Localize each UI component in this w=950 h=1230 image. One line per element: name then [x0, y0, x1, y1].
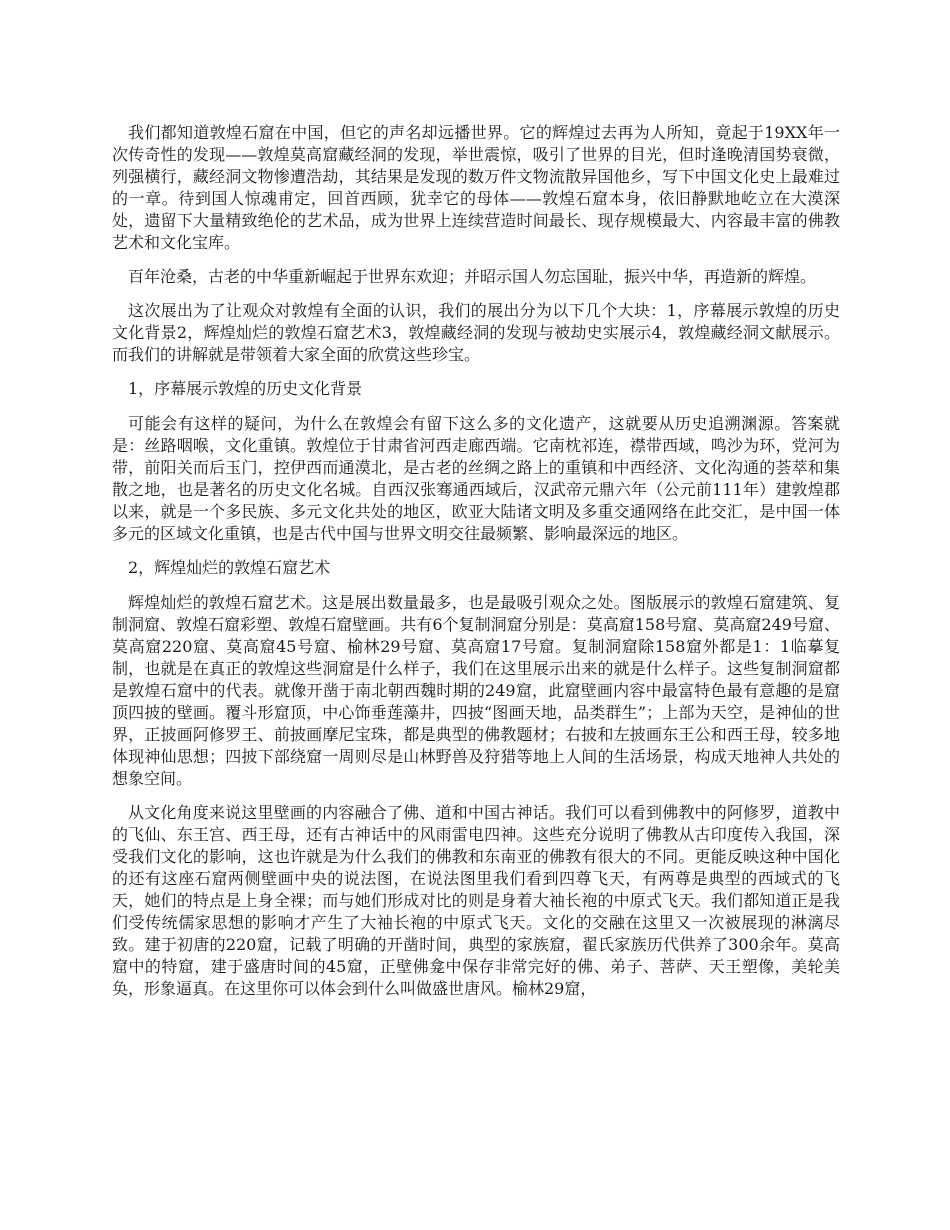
paragraph-intro: 我们都知道敦煌石窟在中国，但它的声名却远播世界。它的辉煌过去再为人所知，竟起于19XX年一次传奇性的发现——敦煌莫高窟藏经洞的发现，举世震惊，吸引了世界的目光，但时逢晚清国势衰微，列强横行，藏经洞文物惨遭浩劫，其结果是发现的数万件文物流散异国他乡，写下中国文化史上最难过的一章。待到国人惊魂甫定，回首西顾，犹幸它的母体——敦煌石窟本身，依旧静默地屹立在大漠深处，遗留下大量精致绝伦的艺术品，成为世界上连续营造时间最长、现存规模最大、内容最丰富的佛教艺术和文化宝库。 — [112, 123, 840, 252]
document-page — [112, 122, 840, 1012]
paragraph-history-background: 可能会有这样的疑问，为什么在敦煌会有留下这么多的文化遗产，这就要从历史追溯渊源。答案就是：丝路咽喉，文化重镇。敦煌位于甘肃省河西走廊西端。它南枕祁连，襟带西域，鸣沙为环，党河为带，前阳关而后玉门，控伊西而通漠北，是古老的丝绸之路上的重镇和中西经济、文化沟通的荟萃和集散之地，也是著名的历史文化名城。自西汉张骞通西域后，汉武帝元鼎六年（公元前111年）建敦煌郡以来，就是一个多民族、多元文化共处的地区，欧亚大陆诸文明及多重交通网络在此交汇，是中国一体多元的区域文化重镇，也是古代中国与世界文明交往最频繁、影响最深远的地区。 — [112, 414, 840, 543]
paragraph-cultural-fusion: 从文化角度来说这里壁画的内容融合了佛、道和中国古神话。我们可以看到佛教中的阿修罗，道教中的飞仙、东王宫、西王母，还有古神话中的风雨雷电四神。这些充分说明了佛教从古印度传入我国，深受我们文化的影响，这也许就是为什么我们的佛教和东南亚的佛教有很大的不同。更能反映这种中国化的还有这座石窟两侧壁画中央的说法图，在说法图里我们看到四尊飞天，有两尊是典型的西域式的飞天，她们的特点是上身全裸；而与她们形成对比的则是身着大袖长袍的中原式飞天。我们都知道正是我们受传统儒家思想的影响才产生了大袖长袍的中原式飞天。文化的交融在这里又一次被展现的淋漓尽致。建于初唐的220窟，记载了明确的开凿时间，典型的家族窟，翟氏家族历代供养了300余年。莫高窟中的特窟，建于盛唐时间的45窟，正壁佛龛中保存非常完好的佛、弟子、菩萨、天王塑像，美轮美奂，形象逼真。在这里你可以体会到什么叫做盛世唐风。榆林29窟， — [112, 803, 840, 998]
section-heading-2: 2，辉煌灿烂的敦煌石窟艺术 — [128, 558, 331, 577]
paragraph-grotto-art: 辉煌灿烂的敦煌石窟艺术。这是展出数量最多，也是最吸引观众之处。图版展示的敦煌石窟建筑、复制洞窟、敦煌石窟彩塑、敦煌石窟壁画。共有6个复制洞窟分别是：莫高窟158号窟、莫高窟249号窟、莫高窟220窟、莫高窟45号窟、榆林29号窟、莫高窟17号窟。复制洞窟除158窟外都是1：1临摹复制，也就是在真正的敦煌这些洞窟是什么样子，我们在这里展示出来的就是什么样子。这些复制洞窟都是敦煌石窟中的代表。就像开凿于南北朝西魏时期的249窟，此窟壁画内容中最富特色最有意趣的是窟顶四披的壁画。覆斗形窟顶，中心饰垂莲藻井，四披“图画天地，品类群生”；上部为天空，是神仙的世界，正披画阿修罗王、前披画摩尼宝珠，都是典型的佛教题材；右披和左披画东王公和西王母，较多地体现神仙思想；四披下部绕窟一周则尽是山林野兽及狩猎等地上人间的生活场景，构成天地神人共处的想象空间。 — [112, 593, 840, 788]
section-heading-1: 1，序幕展示敦煌的历史文化背景 — [128, 379, 363, 398]
paragraph-revival: 百年沧桑，古老的中华重新崛起于世界东欢迎；并昭示国人勿忘国耻，振兴中华，再造新的辉煌。 — [128, 267, 817, 286]
paragraph-exhibition-overview: 这次展出为了让观众对敦煌有全面的认识，我们的展出分为以下几个大块：1，序幕展示敦煌的历史文化背景2，辉煌灿烂的敦煌石窟艺术3，敦煌藏经洞的发现与被劫史实展示4，敦煌藏经洞文献展示。而我们的讲解就是带领着大家全面的欣赏这些珍宝。 — [112, 301, 840, 364]
